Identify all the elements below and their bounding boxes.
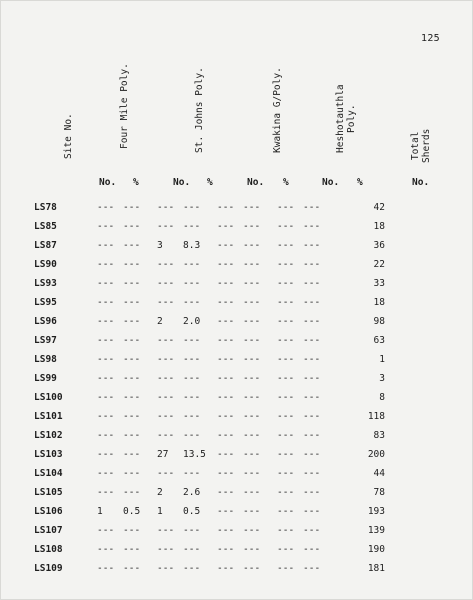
kwakina-pct-cell: ---: [243, 335, 261, 346]
header-total-line1: Total: [410, 131, 421, 161]
st-johns-pct-cell: 0.5: [183, 506, 201, 517]
table-row: [34, 274, 385, 293]
kwakina-pct-cell: ---: [243, 468, 261, 479]
table-row: [34, 388, 385, 407]
heshotauthla-no-cell: ---: [277, 335, 295, 346]
kwakina-pct-cell: ---: [243, 449, 261, 460]
total-cell: 33: [373, 278, 385, 289]
site-cell: LS78: [34, 202, 57, 213]
site-cell: LS100: [34, 392, 63, 403]
subhead-st-johns-no: No.: [173, 177, 191, 188]
heshotauthla-no-cell: ---: [277, 354, 295, 365]
st-johns-pct-cell: ---: [183, 278, 201, 289]
st-johns-pct-cell: ---: [183, 221, 201, 232]
kwakina-no-cell: ---: [217, 259, 235, 270]
four-mile-no-cell: ---: [97, 259, 115, 270]
kwakina-no-cell: ---: [217, 449, 235, 460]
st-johns-no-cell: ---: [157, 278, 175, 289]
st-johns-no-cell: ---: [157, 297, 175, 308]
four-mile-no-cell: ---: [97, 278, 115, 289]
kwakina-pct-cell: ---: [243, 392, 261, 403]
heshotauthla-pct-cell: ---: [303, 411, 321, 422]
st-johns-no-cell: ---: [157, 544, 175, 555]
st-johns-no-cell: ---: [157, 354, 175, 365]
site-cell: LS87: [34, 240, 57, 251]
four-mile-no-cell: ---: [97, 392, 115, 403]
four-mile-pct-cell: ---: [123, 335, 141, 346]
header-total-wrap: [410, 128, 433, 163]
header-total: [410, 129, 432, 163]
four-mile-pct-cell: ---: [123, 487, 141, 498]
kwakina-no-cell: ---: [217, 411, 235, 422]
four-mile-no-cell: ---: [97, 449, 115, 460]
heshotauthla-pct-cell: ---: [303, 354, 321, 365]
st-johns-no-cell: ---: [157, 411, 175, 422]
table-row: [34, 369, 385, 388]
header-four-mile: Four Mile Poly.: [119, 63, 130, 149]
four-mile-pct-cell: ---: [123, 544, 141, 555]
kwakina-no-cell: ---: [217, 506, 235, 517]
header-heshotauthla-line1: Heshotauthla: [335, 84, 346, 153]
heshotauthla-pct-cell: ---: [303, 563, 321, 574]
heshotauthla-no-cell: ---: [277, 316, 295, 327]
four-mile-no-cell: ---: [97, 297, 115, 308]
st-johns-no-cell: 2: [157, 487, 163, 498]
st-johns-pct-cell: ---: [183, 430, 201, 441]
total-cell: 193: [367, 506, 385, 517]
header-site: Site No.: [63, 113, 74, 159]
subhead-four-mile-no: No.: [99, 177, 117, 188]
table-row: [34, 540, 385, 559]
sherd-table-body: [34, 198, 385, 578]
heshotauthla-no-cell: ---: [277, 373, 295, 384]
four-mile-no-cell: 1: [97, 506, 103, 517]
table-row: [34, 559, 385, 578]
st-johns-no-cell: 2: [157, 316, 163, 327]
st-johns-pct-cell: ---: [183, 563, 201, 574]
st-johns-pct-cell: 2.0: [183, 316, 201, 327]
kwakina-no-cell: ---: [217, 240, 235, 251]
four-mile-pct-cell: ---: [123, 221, 141, 232]
heshotauthla-pct-cell: ---: [303, 278, 321, 289]
kwakina-no-cell: ---: [217, 297, 235, 308]
total-cell: 3: [379, 373, 385, 384]
total-cell: 8: [379, 392, 385, 403]
heshotauthla-pct-cell: ---: [303, 335, 321, 346]
header-st-johns: St. Johns Poly.: [194, 67, 205, 153]
four-mile-pct-cell: 0.5: [123, 506, 141, 517]
kwakina-pct-cell: ---: [243, 221, 261, 232]
st-johns-no-cell: ---: [157, 563, 175, 574]
kwakina-no-cell: ---: [217, 278, 235, 289]
st-johns-pct-cell: ---: [183, 259, 201, 270]
kwakina-no-cell: ---: [217, 316, 235, 327]
site-cell: LS106: [34, 506, 63, 517]
st-johns-pct-cell: ---: [183, 335, 201, 346]
header-heshotauthla-line2: Poly.: [346, 104, 357, 133]
table-row: [34, 217, 385, 236]
total-cell: 44: [373, 468, 385, 479]
four-mile-pct-cell: ---: [123, 525, 141, 536]
kwakina-pct-cell: ---: [243, 411, 261, 422]
site-cell: LS101: [34, 411, 63, 422]
four-mile-pct-cell: ---: [123, 449, 141, 460]
kwakina-pct-cell: ---: [243, 525, 261, 536]
heshotauthla-no-cell: ---: [277, 240, 295, 251]
kwakina-no-cell: ---: [217, 335, 235, 346]
st-johns-no-cell: ---: [157, 259, 175, 270]
heshotauthla-pct-cell: ---: [303, 373, 321, 384]
four-mile-no-cell: ---: [97, 468, 115, 479]
total-cell: 63: [373, 335, 385, 346]
header-kwakina-wrap: [272, 67, 284, 153]
kwakina-pct-cell: ---: [243, 354, 261, 365]
st-johns-no-cell: ---: [157, 430, 175, 441]
subhead-st-johns-pct: %: [207, 177, 213, 188]
site-cell: LS102: [34, 430, 63, 441]
st-johns-no-cell: ---: [157, 392, 175, 403]
heshotauthla-pct-cell: ---: [303, 240, 321, 251]
total-cell: 98: [373, 316, 385, 327]
subhead-total-no: No.: [412, 177, 430, 188]
four-mile-no-cell: ---: [97, 544, 115, 555]
kwakina-no-cell: ---: [217, 392, 235, 403]
heshotauthla-pct-cell: ---: [303, 487, 321, 498]
site-cell: LS104: [34, 468, 63, 479]
total-cell: 18: [373, 297, 385, 308]
kwakina-pct-cell: ---: [243, 563, 261, 574]
four-mile-no-cell: ---: [97, 221, 115, 232]
subhead-kwakina-pct: %: [283, 177, 289, 188]
total-cell: 78: [373, 487, 385, 498]
site-cell: LS95: [34, 297, 57, 308]
heshotauthla-no-cell: ---: [277, 202, 295, 213]
kwakina-no-cell: ---: [217, 221, 235, 232]
site-cell: LS103: [34, 449, 63, 460]
st-johns-pct-cell: ---: [183, 544, 201, 555]
four-mile-no-cell: ---: [97, 316, 115, 327]
four-mile-pct-cell: ---: [123, 411, 141, 422]
kwakina-no-cell: ---: [217, 430, 235, 441]
total-cell: 18: [373, 221, 385, 232]
table-row: [34, 407, 385, 426]
heshotauthla-pct-cell: ---: [303, 392, 321, 403]
heshotauthla-pct-cell: ---: [303, 221, 321, 232]
four-mile-pct-cell: ---: [123, 468, 141, 479]
st-johns-no-cell: ---: [157, 221, 175, 232]
kwakina-no-cell: ---: [217, 525, 235, 536]
four-mile-no-cell: ---: [97, 240, 115, 251]
kwakina-pct-cell: ---: [243, 202, 261, 213]
heshotauthla-no-cell: ---: [277, 563, 295, 574]
sherd-table: [34, 198, 385, 578]
total-cell: 190: [367, 544, 385, 555]
st-johns-pct-cell: ---: [183, 392, 201, 403]
subhead-heshotauthla-no: No.: [322, 177, 340, 188]
heshotauthla-no-cell: ---: [277, 411, 295, 422]
kwakina-no-cell: ---: [217, 202, 235, 213]
st-johns-pct-cell: 8.3: [183, 240, 201, 251]
kwakina-pct-cell: ---: [243, 278, 261, 289]
heshotauthla-pct-cell: ---: [303, 468, 321, 479]
four-mile-no-cell: ---: [97, 335, 115, 346]
four-mile-pct-cell: ---: [123, 430, 141, 441]
four-mile-no-cell: ---: [97, 202, 115, 213]
heshotauthla-pct-cell: ---: [303, 316, 321, 327]
site-cell: LS105: [34, 487, 63, 498]
kwakina-pct-cell: ---: [243, 316, 261, 327]
header-st-johns-wrap: [194, 67, 206, 153]
heshotauthla-pct-cell: ---: [303, 297, 321, 308]
table-row: [34, 236, 385, 255]
table-row: [34, 426, 385, 445]
header-total-line2: Sherds: [421, 128, 432, 163]
st-johns-no-cell: ---: [157, 373, 175, 384]
st-johns-pct-cell: 13.5: [183, 449, 206, 460]
st-johns-pct-cell: ---: [183, 354, 201, 365]
st-johns-no-cell: 27: [157, 449, 169, 460]
total-cell: 118: [367, 411, 385, 422]
total-cell: 83: [373, 430, 385, 441]
heshotauthla-pct-cell: ---: [303, 525, 321, 536]
heshotauthla-pct-cell: ---: [303, 430, 321, 441]
header-kwakina: Kwakina G/Poly.: [272, 67, 283, 153]
subhead-heshotauthla-pct: %: [357, 177, 363, 188]
heshotauthla-no-cell: ---: [277, 468, 295, 479]
four-mile-no-cell: ---: [97, 430, 115, 441]
four-mile-no-cell: ---: [97, 525, 115, 536]
total-cell: 22: [373, 259, 385, 270]
four-mile-pct-cell: ---: [123, 316, 141, 327]
kwakina-pct-cell: ---: [243, 544, 261, 555]
heshotauthla-no-cell: ---: [277, 506, 295, 517]
four-mile-pct-cell: ---: [123, 202, 141, 213]
total-cell: 36: [373, 240, 385, 251]
four-mile-pct-cell: ---: [123, 563, 141, 574]
kwakina-pct-cell: ---: [243, 297, 261, 308]
four-mile-no-cell: ---: [97, 487, 115, 498]
site-cell: LS93: [34, 278, 57, 289]
four-mile-pct-cell: ---: [123, 278, 141, 289]
table-row: [34, 255, 385, 274]
table-row: [34, 445, 385, 464]
st-johns-no-cell: ---: [157, 335, 175, 346]
header-site-wrap: [63, 113, 75, 159]
four-mile-pct-cell: ---: [123, 240, 141, 251]
subhead-four-mile-pct: %: [133, 177, 139, 188]
site-cell: LS85: [34, 221, 57, 232]
st-johns-pct-cell: 2.6: [183, 487, 201, 498]
header-heshotauthla-wrap: [335, 84, 358, 153]
four-mile-pct-cell: ---: [123, 373, 141, 384]
four-mile-pct-cell: ---: [123, 259, 141, 270]
four-mile-no-cell: ---: [97, 373, 115, 384]
kwakina-pct-cell: ---: [243, 430, 261, 441]
kwakina-no-cell: ---: [217, 544, 235, 555]
heshotauthla-pct-cell: ---: [303, 544, 321, 555]
kwakina-pct-cell: ---: [243, 259, 261, 270]
heshotauthla-no-cell: ---: [277, 544, 295, 555]
table-row: [34, 521, 385, 540]
page-number: 125: [421, 33, 440, 44]
heshotauthla-pct-cell: ---: [303, 449, 321, 460]
st-johns-no-cell: 1: [157, 506, 163, 517]
total-cell: 139: [367, 525, 385, 536]
four-mile-no-cell: ---: [97, 354, 115, 365]
site-cell: LS90: [34, 259, 57, 270]
kwakina-no-cell: ---: [217, 354, 235, 365]
table-row: [34, 502, 385, 521]
total-cell: 181: [367, 563, 385, 574]
site-cell: LS108: [34, 544, 63, 555]
table-row: [34, 198, 385, 217]
kwakina-no-cell: ---: [217, 563, 235, 574]
header-four-mile-wrap: [119, 63, 131, 149]
kwakina-no-cell: ---: [217, 468, 235, 479]
heshotauthla-pct-cell: ---: [303, 259, 321, 270]
st-johns-pct-cell: ---: [183, 411, 201, 422]
heshotauthla-no-cell: ---: [277, 525, 295, 536]
kwakina-pct-cell: ---: [243, 373, 261, 384]
heshotauthla-pct-cell: ---: [303, 506, 321, 517]
site-cell: LS97: [34, 335, 57, 346]
site-cell: LS107: [34, 525, 63, 536]
total-cell: 42: [373, 202, 385, 213]
kwakina-pct-cell: ---: [243, 240, 261, 251]
kwakina-pct-cell: ---: [243, 506, 261, 517]
st-johns-pct-cell: ---: [183, 525, 201, 536]
table-row: [34, 312, 385, 331]
four-mile-no-cell: ---: [97, 563, 115, 574]
four-mile-pct-cell: ---: [123, 354, 141, 365]
heshotauthla-no-cell: ---: [277, 487, 295, 498]
st-johns-no-cell: ---: [157, 202, 175, 213]
site-cell: LS109: [34, 563, 63, 574]
st-johns-no-cell: ---: [157, 525, 175, 536]
site-cell: LS99: [34, 373, 57, 384]
table-row: [34, 483, 385, 502]
kwakina-no-cell: ---: [217, 487, 235, 498]
kwakina-pct-cell: ---: [243, 487, 261, 498]
heshotauthla-no-cell: ---: [277, 430, 295, 441]
four-mile-pct-cell: ---: [123, 297, 141, 308]
site-cell: LS98: [34, 354, 57, 365]
table-row: [34, 331, 385, 350]
heshotauthla-pct-cell: ---: [303, 202, 321, 213]
st-johns-no-cell: ---: [157, 468, 175, 479]
heshotauthla-no-cell: ---: [277, 221, 295, 232]
st-johns-pct-cell: ---: [183, 297, 201, 308]
site-cell: LS96: [34, 316, 57, 327]
heshotauthla-no-cell: ---: [277, 278, 295, 289]
table-row: [34, 350, 385, 369]
total-cell: 1: [379, 354, 385, 365]
heshotauthla-no-cell: ---: [277, 297, 295, 308]
st-johns-pct-cell: ---: [183, 373, 201, 384]
four-mile-pct-cell: ---: [123, 392, 141, 403]
subhead-kwakina-no: No.: [247, 177, 265, 188]
heshotauthla-no-cell: ---: [277, 259, 295, 270]
header-heshotauthla: [335, 84, 357, 153]
st-johns-pct-cell: ---: [183, 202, 201, 213]
table-row: [34, 464, 385, 483]
table-row: [34, 293, 385, 312]
total-cell: 200: [367, 449, 385, 460]
heshotauthla-no-cell: ---: [277, 392, 295, 403]
st-johns-pct-cell: ---: [183, 468, 201, 479]
four-mile-no-cell: ---: [97, 411, 115, 422]
heshotauthla-no-cell: ---: [277, 449, 295, 460]
kwakina-no-cell: ---: [217, 373, 235, 384]
st-johns-no-cell: 3: [157, 240, 163, 251]
